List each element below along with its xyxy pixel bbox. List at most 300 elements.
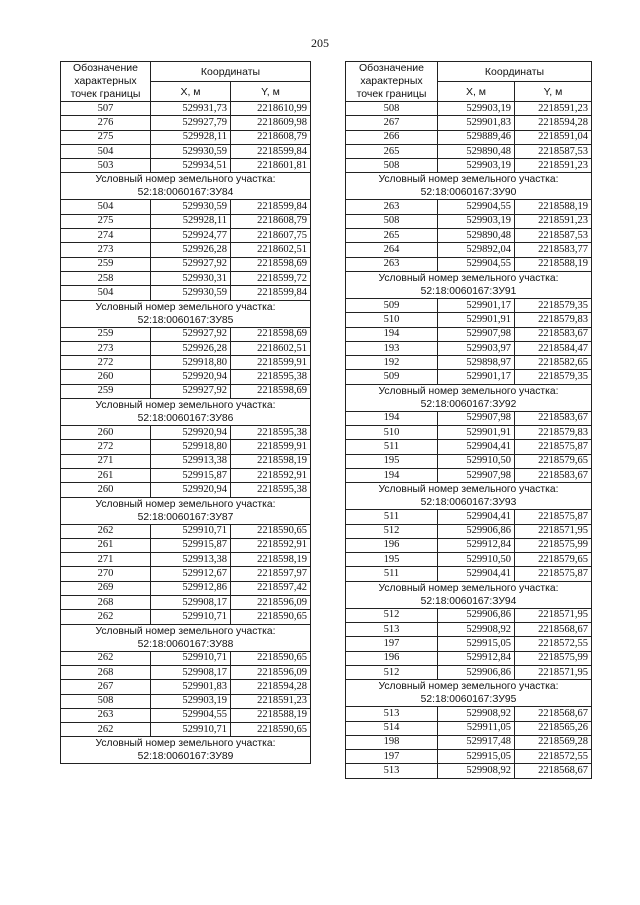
point-id-cell: 276 [61, 116, 151, 130]
point-id-cell: 512 [346, 608, 438, 622]
x-coord-cell: 529907,98 [438, 411, 515, 425]
x-coord-cell: 529927,92 [151, 327, 231, 341]
x-coord-cell: 529918,80 [151, 440, 231, 454]
point-id-cell: 275 [61, 130, 151, 144]
x-coord-cell: 529904,55 [438, 200, 515, 214]
point-id-cell: 510 [346, 426, 438, 440]
point-id-cell: 260 [61, 483, 151, 497]
y-coord-cell: 2218608,79 [231, 130, 311, 144]
y-coord-cell: 2218602,51 [231, 243, 311, 257]
parcel-label-text: Условный номер земельного участка: [378, 582, 559, 594]
x-coord-cell: 529930,59 [151, 286, 231, 300]
point-id-cell: 197 [346, 637, 438, 651]
table-row [346, 637, 592, 651]
y-coord-cell: 2218598,69 [231, 327, 311, 341]
point-id-cell: 511 [346, 440, 438, 454]
y-coord-cell: 2218598,19 [231, 553, 311, 567]
parcel-code: 52:18:0060167:ЗУ91 [420, 285, 517, 297]
parcel-group-row [61, 173, 311, 200]
x-coord-cell: 529904,41 [438, 567, 515, 581]
parcel-number-label [346, 384, 592, 411]
y-coord-cell: 2218584,47 [515, 341, 592, 355]
header-x: X, м [438, 82, 515, 102]
parcel-number-label [346, 581, 592, 608]
x-coord-cell: 529901,91 [438, 426, 515, 440]
y-coord-cell: 2218579,65 [515, 454, 592, 468]
y-coord-cell: 2218583,77 [515, 243, 592, 257]
table-body [346, 102, 592, 779]
x-coord-cell: 529901,91 [438, 313, 515, 327]
y-coord-cell: 2218599,84 [231, 286, 311, 300]
x-coord-cell: 529901,83 [151, 680, 231, 694]
point-id-cell: 262 [61, 610, 151, 624]
table-row [346, 750, 592, 764]
point-id-cell: 508 [346, 159, 438, 173]
y-coord-cell: 2218579,35 [515, 298, 592, 312]
table-row [346, 426, 592, 440]
y-coord-cell: 2218579,83 [515, 313, 592, 327]
table-row [346, 214, 592, 228]
table-row [61, 271, 311, 285]
parcel-label-text: Условный номер земельного участка: [95, 174, 276, 186]
table-row [61, 680, 311, 694]
x-coord-cell: 529918,80 [151, 356, 231, 370]
coordinates-table-left [60, 61, 311, 764]
x-coord-cell: 529890,48 [438, 229, 515, 243]
x-coord-cell: 529907,98 [438, 468, 515, 482]
y-coord-cell: 2218597,42 [231, 581, 311, 595]
x-coord-cell: 529908,92 [438, 764, 515, 778]
parcel-code: 52:18:0060167:ЗУ90 [420, 187, 517, 199]
point-id-cell: 267 [61, 680, 151, 694]
x-coord-cell: 529920,94 [151, 426, 231, 440]
table-row [61, 651, 311, 665]
point-id-cell: 260 [61, 370, 151, 384]
y-coord-cell: 2218575,99 [515, 651, 592, 665]
x-coord-cell: 529915,05 [438, 750, 515, 764]
point-id-cell: 510 [346, 313, 438, 327]
parcel-number-label [61, 173, 311, 200]
table-row [61, 454, 311, 468]
x-coord-cell: 529906,86 [438, 665, 515, 679]
point-id-cell: 260 [61, 426, 151, 440]
table-row [346, 116, 592, 130]
parcel-group-row [61, 497, 311, 524]
parcel-label-text: Условный номер земельного участка: [378, 681, 559, 693]
table-row [61, 286, 311, 300]
point-id-cell: 268 [61, 665, 151, 679]
table-row [61, 229, 311, 243]
x-coord-cell: 529912,86 [151, 581, 231, 595]
parcel-group-row [61, 624, 311, 651]
point-id-cell: 272 [61, 440, 151, 454]
table-row [346, 553, 592, 567]
table-row [346, 764, 592, 778]
x-coord-cell: 529907,98 [438, 327, 515, 341]
point-id-cell: 196 [346, 651, 438, 665]
parcel-number-label [346, 680, 592, 707]
table-row [346, 721, 592, 735]
parcel-code: 52:18:0060167:ЗУ94 [420, 595, 517, 607]
parcel-code: 52:18:0060167:ЗУ95 [420, 694, 517, 706]
table-row [346, 243, 592, 257]
point-id-cell: 511 [346, 567, 438, 581]
parcel-code: 52:18:0060167:ЗУ92 [420, 398, 517, 410]
x-coord-cell: 529912,67 [151, 567, 231, 581]
y-coord-cell: 2218583,67 [515, 411, 592, 425]
y-coord-cell: 2218591,23 [515, 214, 592, 228]
parcel-number-label [61, 737, 311, 764]
y-coord-cell: 2218599,84 [231, 200, 311, 214]
table-row [61, 341, 311, 355]
table-row [61, 440, 311, 454]
parcel-number-label [61, 497, 311, 524]
y-coord-cell: 2218590,65 [231, 723, 311, 737]
page-number: 205 [311, 36, 329, 50]
point-id-cell: 265 [346, 144, 438, 158]
y-coord-cell: 2218610,99 [231, 102, 311, 116]
y-coord-cell: 2218588,19 [515, 200, 592, 214]
table-row [346, 623, 592, 637]
table-row [346, 200, 592, 214]
x-coord-cell: 529913,38 [151, 454, 231, 468]
table-row [61, 214, 311, 228]
x-coord-cell: 529928,11 [151, 214, 231, 228]
table-row [61, 144, 311, 158]
y-coord-cell: 2218594,28 [515, 116, 592, 130]
y-coord-cell: 2218587,53 [515, 144, 592, 158]
point-id-cell: 508 [346, 214, 438, 228]
table-row [346, 468, 592, 482]
table-row [61, 553, 311, 567]
table-row [346, 356, 592, 370]
y-coord-cell: 2218591,23 [231, 694, 311, 708]
x-coord-cell: 529913,38 [151, 553, 231, 567]
y-coord-cell: 2218599,91 [231, 356, 311, 370]
parcel-group-row [61, 399, 311, 426]
y-coord-cell: 2218592,91 [231, 538, 311, 552]
parcel-label-text: Условный номер земельного участка: [95, 301, 276, 313]
point-id-cell: 503 [61, 159, 151, 173]
table-row [346, 411, 592, 425]
point-id-cell: 261 [61, 468, 151, 482]
point-id-cell: 267 [346, 116, 438, 130]
x-coord-cell: 529912,84 [438, 651, 515, 665]
table-row [346, 707, 592, 721]
y-coord-cell: 2218608,79 [231, 214, 311, 228]
point-id-cell: 507 [61, 102, 151, 116]
y-coord-cell: 2218568,67 [515, 764, 592, 778]
table-row [61, 257, 311, 271]
parcel-number-label [346, 483, 592, 510]
table-body [61, 102, 311, 764]
y-coord-cell: 2218590,65 [231, 524, 311, 538]
parcel-number-label [61, 624, 311, 651]
y-coord-cell: 2218596,09 [231, 665, 311, 679]
point-id-cell: 504 [61, 286, 151, 300]
table-row [346, 159, 592, 173]
parcel-group-row [61, 300, 311, 327]
parcel-number-label [346, 173, 592, 200]
x-coord-cell: 529901,17 [438, 370, 515, 384]
table-row [346, 651, 592, 665]
point-id-cell: 511 [346, 510, 438, 524]
x-coord-cell: 529920,94 [151, 370, 231, 384]
x-coord-cell: 529920,94 [151, 483, 231, 497]
x-coord-cell: 529915,87 [151, 538, 231, 552]
parcel-number-label [61, 399, 311, 426]
point-id-cell: 259 [61, 327, 151, 341]
point-id-cell: 195 [346, 553, 438, 567]
point-id-cell: 198 [346, 735, 438, 749]
point-id-cell: 514 [346, 721, 438, 735]
point-id-cell: 504 [61, 144, 151, 158]
y-coord-cell: 2218579,65 [515, 553, 592, 567]
point-id-cell: 262 [61, 651, 151, 665]
table-row [61, 694, 311, 708]
x-coord-cell: 529915,87 [151, 468, 231, 482]
point-id-cell: 504 [61, 200, 151, 214]
parcel-group-row [346, 173, 592, 200]
y-coord-cell: 2218588,19 [231, 708, 311, 722]
x-coord-cell: 529911,05 [438, 721, 515, 735]
parcel-group-row [346, 384, 592, 411]
table-row [61, 370, 311, 384]
point-id-cell: 263 [346, 257, 438, 271]
y-coord-cell: 2218565,26 [515, 721, 592, 735]
point-id-cell: 508 [61, 694, 151, 708]
y-coord-cell: 2218579,83 [515, 426, 592, 440]
point-id-cell: 265 [346, 229, 438, 243]
point-id-cell: 513 [346, 623, 438, 637]
parcel-label-text: Условный номер земельного участка: [95, 400, 276, 412]
x-coord-cell: 529904,55 [438, 257, 515, 271]
header-point: Обозначение характерных точек границы [346, 62, 438, 102]
point-id-cell: 262 [61, 524, 151, 538]
point-id-cell: 193 [346, 341, 438, 355]
table-row [346, 538, 592, 552]
table-row [61, 468, 311, 482]
x-coord-cell: 529924,77 [151, 229, 231, 243]
x-coord-cell: 529903,19 [151, 694, 231, 708]
table-row [346, 510, 592, 524]
table-row [61, 581, 311, 595]
x-coord-cell: 529898,97 [438, 356, 515, 370]
y-coord-cell: 2218591,23 [515, 102, 592, 116]
point-id-cell: 512 [346, 524, 438, 538]
x-coord-cell: 529908,92 [438, 623, 515, 637]
y-coord-cell: 2218568,67 [515, 623, 592, 637]
point-id-cell: 508 [346, 102, 438, 116]
point-id-cell: 194 [346, 468, 438, 482]
table-row [61, 200, 311, 214]
table-row [346, 608, 592, 622]
x-coord-cell: 529892,04 [438, 243, 515, 257]
table-row [61, 723, 311, 737]
header-y: Y, м [515, 82, 592, 102]
x-coord-cell: 529930,59 [151, 200, 231, 214]
x-coord-cell: 529890,48 [438, 144, 515, 158]
y-coord-cell: 2218590,65 [231, 610, 311, 624]
x-coord-cell: 529927,79 [151, 116, 231, 130]
point-id-cell: 258 [61, 271, 151, 285]
table-row [61, 483, 311, 497]
parcel-number-label [346, 271, 592, 298]
x-coord-cell: 529917,48 [438, 735, 515, 749]
table-row [346, 144, 592, 158]
table-row [346, 313, 592, 327]
table-row [346, 735, 592, 749]
x-coord-cell: 529903,19 [438, 102, 515, 116]
x-coord-cell: 529910,50 [438, 454, 515, 468]
point-id-cell: 262 [61, 723, 151, 737]
point-id-cell: 271 [61, 553, 151, 567]
y-coord-cell: 2218575,87 [515, 510, 592, 524]
point-id-cell: 266 [346, 130, 438, 144]
point-id-cell: 275 [61, 214, 151, 228]
point-id-cell: 273 [61, 243, 151, 257]
x-coord-cell: 529926,28 [151, 243, 231, 257]
x-coord-cell: 529910,50 [438, 553, 515, 567]
point-id-cell: 513 [346, 707, 438, 721]
table-row [346, 102, 592, 116]
parcel-label-text: Условный номер земельного участка: [95, 625, 276, 637]
parcel-group-row [61, 737, 311, 764]
x-coord-cell: 529912,84 [438, 538, 515, 552]
y-coord-cell: 2218598,19 [231, 454, 311, 468]
point-id-cell: 274 [61, 229, 151, 243]
y-coord-cell: 2218598,69 [231, 257, 311, 271]
table-row [61, 356, 311, 370]
parcel-label-text: Условный номер земельного участка: [378, 484, 559, 496]
table-row [61, 708, 311, 722]
x-coord-cell: 529901,83 [438, 116, 515, 130]
table-row [61, 384, 311, 398]
x-coord-cell: 529906,86 [438, 524, 515, 538]
x-coord-cell: 529930,31 [151, 271, 231, 285]
y-coord-cell: 2218582,65 [515, 356, 592, 370]
y-coord-cell: 2218595,38 [231, 483, 311, 497]
header-x: X, м [151, 82, 231, 102]
table-row [61, 327, 311, 341]
table-row [61, 596, 311, 610]
table-row [61, 102, 311, 116]
table-row [346, 567, 592, 581]
point-id-cell: 512 [346, 665, 438, 679]
point-id-cell: 268 [61, 596, 151, 610]
y-coord-cell: 2218572,55 [515, 637, 592, 651]
x-coord-cell: 529934,51 [151, 159, 231, 173]
point-id-cell: 271 [61, 454, 151, 468]
y-coord-cell: 2218575,87 [515, 567, 592, 581]
y-coord-cell: 2218572,55 [515, 750, 592, 764]
parcel-code: 52:18:0060167:ЗУ93 [420, 497, 517, 509]
x-coord-cell: 529908,92 [438, 707, 515, 721]
header-point: Обозначение характерных точек границы [61, 62, 151, 102]
x-coord-cell: 529906,86 [438, 608, 515, 622]
header-coords: Координаты [151, 62, 311, 82]
y-coord-cell: 2218571,95 [515, 665, 592, 679]
parcel-label-text: Условный номер земельного участка: [378, 174, 559, 186]
y-coord-cell: 2218569,28 [515, 735, 592, 749]
y-coord-cell: 2218583,67 [515, 327, 592, 341]
parcel-code: 52:18:0060167:ЗУ89 [137, 751, 234, 763]
y-coord-cell: 2218587,53 [515, 229, 592, 243]
y-coord-cell: 2218568,67 [515, 707, 592, 721]
point-id-cell: 272 [61, 356, 151, 370]
table-row [346, 524, 592, 538]
y-coord-cell: 2218599,91 [231, 440, 311, 454]
x-coord-cell: 529915,05 [438, 637, 515, 651]
x-coord-cell: 529930,59 [151, 144, 231, 158]
x-coord-cell: 529931,73 [151, 102, 231, 116]
table-row [61, 665, 311, 679]
x-coord-cell: 529901,17 [438, 298, 515, 312]
point-id-cell: 273 [61, 341, 151, 355]
y-coord-cell: 2218599,72 [231, 271, 311, 285]
point-id-cell: 194 [346, 327, 438, 341]
y-coord-cell: 2218607,75 [231, 229, 311, 243]
x-coord-cell: 529903,97 [438, 341, 515, 355]
point-id-cell: 263 [346, 200, 438, 214]
parcel-label-text: Условный номер земельного участка: [95, 498, 276, 510]
x-coord-cell: 529903,19 [438, 159, 515, 173]
point-id-cell: 264 [346, 243, 438, 257]
point-id-cell: 197 [346, 750, 438, 764]
parcel-group-row [346, 483, 592, 510]
point-id-cell: 509 [346, 370, 438, 384]
x-coord-cell: 529903,19 [438, 214, 515, 228]
table-row [61, 538, 311, 552]
x-coord-cell: 529927,92 [151, 257, 231, 271]
y-coord-cell: 2218601,81 [231, 159, 311, 173]
parcel-group-row [346, 581, 592, 608]
point-id-cell: 261 [61, 538, 151, 552]
table-row [346, 370, 592, 384]
x-coord-cell: 529910,71 [151, 524, 231, 538]
parcel-code: 52:18:0060167:ЗУ84 [137, 187, 234, 199]
y-coord-cell: 2218599,84 [231, 144, 311, 158]
y-coord-cell: 2218602,51 [231, 341, 311, 355]
y-coord-cell: 2218590,65 [231, 651, 311, 665]
x-coord-cell: 529910,71 [151, 610, 231, 624]
x-coord-cell: 529904,41 [438, 440, 515, 454]
y-coord-cell: 2218591,23 [515, 159, 592, 173]
table-row [346, 298, 592, 312]
header-coords: Координаты [438, 62, 592, 82]
x-coord-cell: 529928,11 [151, 130, 231, 144]
parcel-label-text: Условный номер земельного участка: [378, 385, 559, 397]
point-id-cell: 259 [61, 384, 151, 398]
parcel-label-text: Условный номер земельного участка: [95, 738, 276, 750]
y-coord-cell: 2218575,99 [515, 538, 592, 552]
coordinates-table-right [345, 61, 592, 779]
x-coord-cell: 529889,46 [438, 130, 515, 144]
table-row [61, 524, 311, 538]
table-row [61, 243, 311, 257]
point-id-cell: 269 [61, 581, 151, 595]
table-row [61, 159, 311, 173]
y-coord-cell: 2218579,35 [515, 370, 592, 384]
table-row [346, 454, 592, 468]
table-row [61, 426, 311, 440]
parcel-code: 52:18:0060167:ЗУ86 [137, 413, 234, 425]
y-coord-cell: 2218597,97 [231, 567, 311, 581]
point-id-cell: 192 [346, 356, 438, 370]
table-row [61, 567, 311, 581]
parcel-code: 52:18:0060167:ЗУ85 [137, 314, 234, 326]
y-coord-cell: 2218592,91 [231, 468, 311, 482]
